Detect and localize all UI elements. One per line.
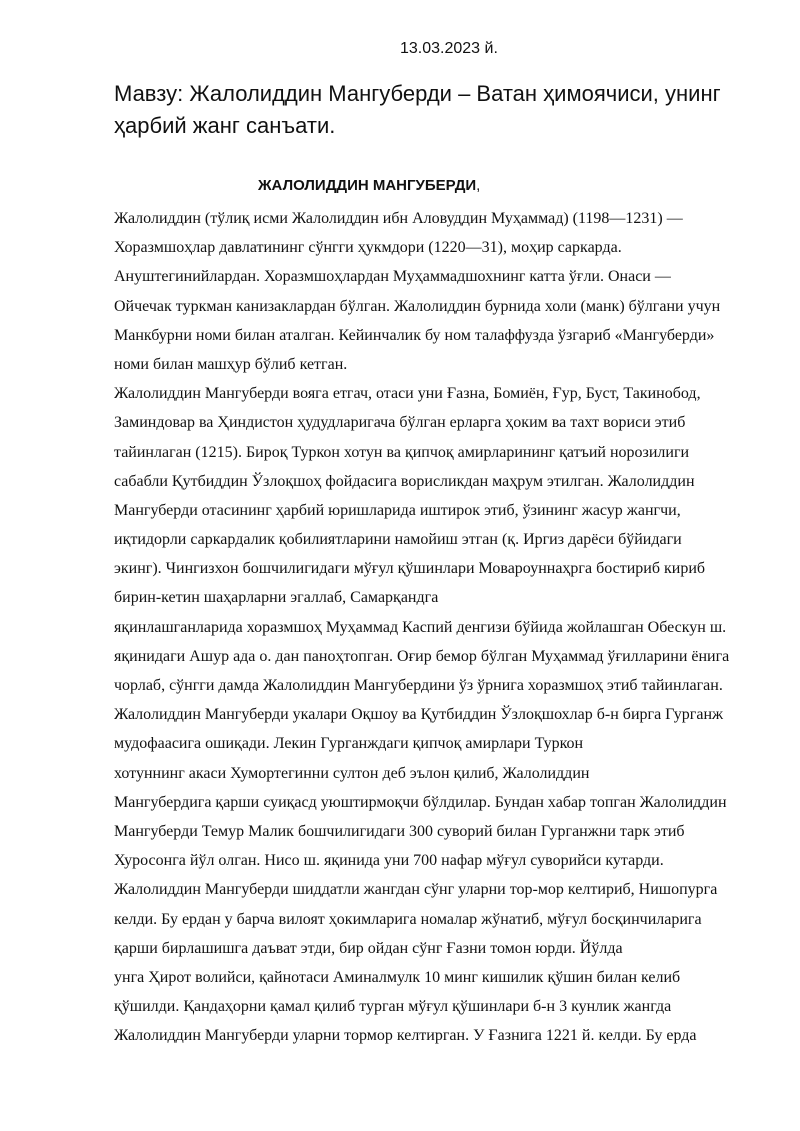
body-text-line: Мангубердига қарши суиқасд уюштирмоқчи бўлдилар. Бундан хабар топган Жалолиддин (114, 793, 727, 811)
body-text-line: бирин-кетин шаҳарларни эгаллаб, Самарқандга (114, 589, 439, 607)
body-text-line: тайинлаган (1215). Бироқ Туркон хотун ва қипчоқ амирларининг қатъий норозилиги (114, 443, 690, 461)
topic-line-1: Мавзу: Жалолиддин Мангуберди – Ватан ҳимоячиси, унинг (114, 81, 721, 106)
body-text-line: яқинлашганларида хоразмшоҳ Муҳаммад Каспий денгизи бўйида жойлашган Обескун ш. (114, 618, 727, 636)
body-text-line: унга Ҳирот волийси, қайнотаси Аминалмулк 10 минг кишилик қўшин билан келиб (114, 968, 681, 986)
body-text-line: Ойчечак туркман канизаклардан бўлган. Жалолиддин бурнида холи (манк) бўлгани учун (114, 297, 721, 315)
body-text-line: мудофаасига ошиқади. Лекин Гурганждаги қипчоқ амирлари Туркон (114, 735, 584, 753)
body-text-line: Жалолиддин (тўлиқ исми Жалолиддин ибн Аловуддин Муҳаммад) (1198—1231) — (114, 210, 683, 227)
body-text-line: Жалолиддин Мангуберди укалари Оқшоу ва Қутбиддин Ўзлоқшохлар б-н бирга Гурганж (114, 706, 724, 724)
body-text-line: қўшилди. Қандаҳорни қамал қилиб турган мўғул қўшинлари б-н 3 кунлик жангда (114, 998, 672, 1016)
body-text-line: чорлаб, сўнгги дамда Жалолиддин Мангубердини ўз ўрнига хоразмшоҳ этиб тайинлаган. (114, 677, 723, 694)
body-text-line: Жалолиддин Мангуберди уларни тормор келтирган. У Ғазнига 1221 й. келди. Бу ерда (114, 1027, 697, 1045)
body-text (114, 204, 794, 1050)
section-heading-title: ЖАЛОЛИДДИН МАНГУБЕРДИ (258, 177, 477, 194)
body-text-line: сабабли Қутбиддин Ўзлоқшоҳ фойдасига ворисликдан маҳрум этилган. Жалолиддин (114, 472, 695, 490)
body-text-line: Мангуберди отасининг ҳарбий юришларида иштирок этиб, ўзининг жасур жангчи, (114, 501, 681, 519)
body-text-line: Мангуберди Темур Малик бошчилигидаги 300 суворий билан Гурганжни тарк этиб (114, 822, 685, 840)
section-heading-suffix: , (476, 177, 481, 194)
body-text-line: қарши бирлашишга даъват этди, бир ойдан сўнг Ғазни томон юрди. Йўлда (114, 939, 623, 957)
body-text-line: яқинидаги Ашур ада о. дан паноҳтопган. Оғир бемор бўлган Муҳаммад ўғилларини ёнига (114, 647, 730, 665)
body-text-line: иқтидорли саркардалик қобилиятларини намойиш этган (қ. Иргиз дарёси бўйидаги (114, 531, 682, 549)
body-text-line: Жалолиддин Мангуберди шиддатли жангдан сўнг уларни тор-мор келтириб, Нишопурга (114, 881, 718, 899)
topic-line-2: ҳарбий жанг санъати. (114, 113, 336, 138)
body-text-line: Хуросонга йўл олган. Нисо ш. яқинида уни 700 нафар мўғул суворийси кутарди. (114, 852, 664, 870)
body-text-line: Хоразмшоҳлар давлатининг сўнгги ҳукмдори (1220—31), моҳир саркарда. (114, 239, 622, 257)
body-text-line: Заминдовар ва Ҳиндистон ҳудудларигача бўлган ерларга ҳоким ва тахт вориси этиб (114, 414, 686, 432)
body-text-line: номи билан машҳур бўлиб кетган. (114, 355, 348, 373)
body-text-line: хотуннинг акаси Хумортегинни султон деб эълон қилиб, Жалолиддин (114, 764, 590, 782)
body-text-line: Ануштегинийлардан. Хоразмшоҳлардан Муҳаммадшохнинг катта ўғли. Онаси — (114, 268, 671, 286)
body-text-line: Манкбурни номи билан аталган. Кейинчалик бу ном талаффузда ўзгариб «Мангуберди» (114, 326, 715, 344)
document-topic (114, 78, 784, 142)
section-heading (258, 176, 480, 196)
body-text-line: келди. Бу ердан у барча вилоят ҳокимларига номалар жўнатиб, мўғул босқинчиларига (114, 910, 702, 928)
body-text-line: экинг). Чингизхон бошчилигидаги мўғул қўшинлари Мовароуннаҳрга бостириб кириб (114, 560, 706, 578)
document-date: 13.03.2023 й. (400, 40, 498, 57)
body-text-line: Жалолиддин Мангуберди вояга етгач, отаси уни Ғазна, Бомиён, Ғур, Буст, Такинобод, (114, 385, 701, 403)
